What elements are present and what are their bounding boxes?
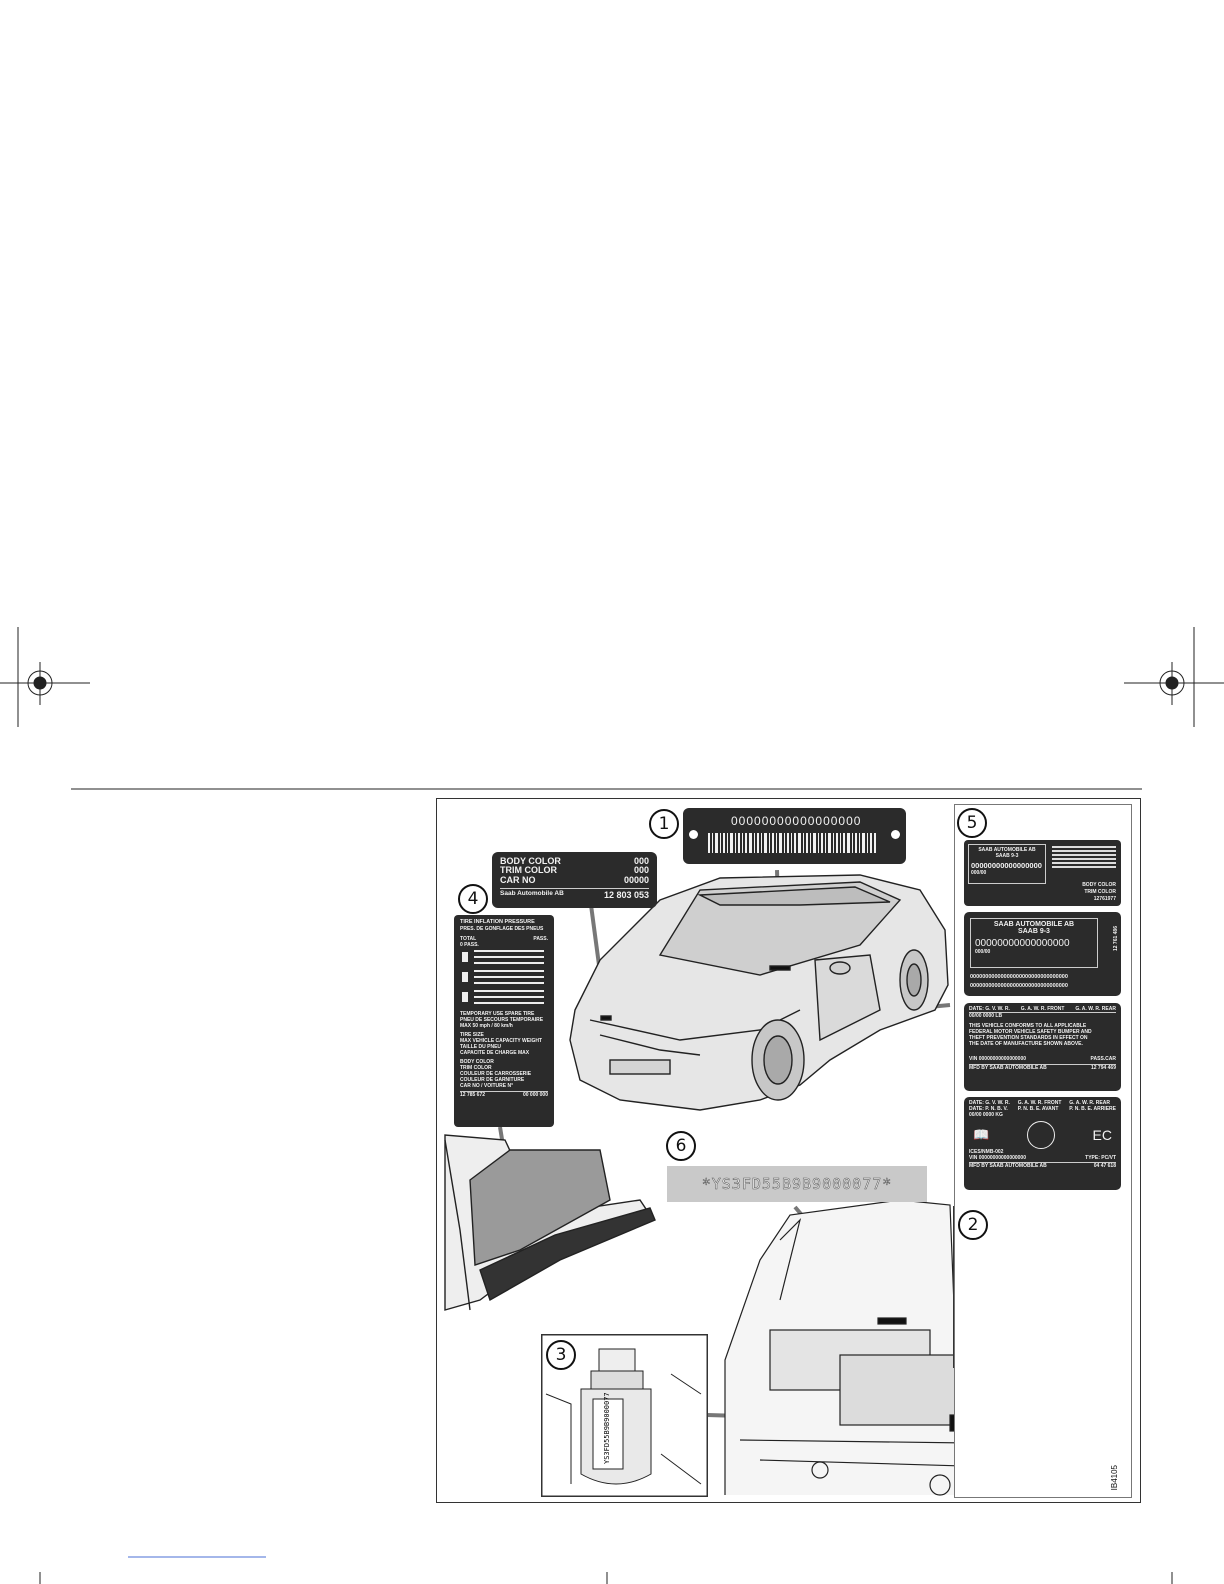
rivet-left-icon xyxy=(689,830,698,839)
label-5a xyxy=(964,840,1121,906)
tire-table-graphic xyxy=(460,948,548,1006)
tire-label-max-speed: MAX 50 mph / 80 km/h xyxy=(460,1022,513,1029)
tire-label-pass-count: 0 PASS. xyxy=(460,941,479,948)
label-5d-code: 04 47 618 xyxy=(1093,1163,1116,1169)
label-5a-title1: SAAB AUTOMOBILE AB xyxy=(978,847,1036,853)
tire-label-trim-color: TRIM COLOR xyxy=(460,1064,492,1071)
label-5c-date: DATE: G. V. W. R. xyxy=(969,1006,1010,1012)
color-plate-part-no: 12 803 053 xyxy=(603,890,649,901)
tire-label-subtitle: PRES. DE GONFLAGE DES PNEUS xyxy=(460,925,544,932)
tire-label-temp-spare: TEMPORARY USE SPARE TIRE xyxy=(460,1010,535,1017)
label-5d-front: G. A. W. R. FRONT xyxy=(1017,1100,1062,1106)
book-icon: 📖 xyxy=(973,1127,990,1142)
label-5d-type: TYPE: PC/VT xyxy=(1085,1155,1116,1161)
label-5d-mfd: MFD BY SAAB AUTOMOBILE AB xyxy=(969,1163,1047,1169)
label-5c-front: G. A. W. R. FRONT xyxy=(1020,1006,1065,1012)
vin-strip xyxy=(667,1166,927,1202)
label-5c-type: PASS.CAR xyxy=(1090,1056,1116,1062)
vin-strip-text: *YS3FD55B9B9000077* xyxy=(701,1175,893,1193)
car-no-label: CAR NO xyxy=(500,874,536,885)
tire-label-tire-size: TIRE SIZE xyxy=(460,1031,484,1038)
label-5c-rear: G. A. W. R. REAR xyxy=(1075,1006,1116,1012)
tire-inflation-label xyxy=(454,915,554,1127)
label-5c-conform2: FEDERAL MOTOR VEHICLE SAFETY BUMPER AND xyxy=(969,1029,1092,1035)
label-5d-eco: EC xyxy=(1092,1127,1112,1143)
label-5c xyxy=(964,1003,1121,1091)
label-5a-number: 00000000000000000 xyxy=(971,861,1042,870)
label-5a-sub: 000/00 xyxy=(971,870,987,876)
label-5b-sub: 000/00 xyxy=(975,949,991,955)
label-5a-trim: TRIM COLOR xyxy=(1084,889,1116,895)
label-5c-vals: 00/00 0000 LB xyxy=(969,1013,1003,1019)
callout-5: 5 xyxy=(957,808,987,838)
callout-3: 3 xyxy=(546,1340,576,1370)
label-5a-title2: SAAB 9-3 xyxy=(995,853,1019,859)
body-color-value: 000 xyxy=(633,856,649,866)
label-5a-body: BODY COLOR xyxy=(1082,882,1116,888)
tire-label-body-color: BODY COLOR xyxy=(460,1058,494,1065)
label-5d-front-fr: P. N. B. E. AVANT xyxy=(1017,1106,1059,1112)
label-5c-mfd: MFD BY SAAB AUTOMOBILE AB xyxy=(969,1065,1047,1071)
glovebox-drawing xyxy=(445,1135,655,1310)
tire-label-capacite: CAPACITE DE CHARGE MAX xyxy=(460,1049,530,1056)
label-group-5-inner xyxy=(954,804,1132,1498)
car-no-value: 00000 xyxy=(623,874,649,885)
trim-color-label: TRIM COLOR xyxy=(500,865,557,876)
trim-color-value: 000 xyxy=(633,865,649,876)
color-plate-maker: Saab Automobile AB xyxy=(500,890,564,898)
rivet-right-icon xyxy=(891,830,900,839)
label-5b-number: 00000000000000000 xyxy=(975,938,1070,949)
label-5b-line1: 00000000000000000000000000000000 xyxy=(970,974,1068,980)
seal-icon xyxy=(1027,1121,1055,1149)
label-5b-line2: 00000000000000000000000000000000 xyxy=(970,983,1068,989)
label-5d-ices: ICES/NMB-002 xyxy=(969,1149,1004,1155)
callout-2: 2 xyxy=(958,1210,988,1240)
label-5d-vin: VIN 00000000000000000 xyxy=(969,1155,1026,1161)
label-5d-vals: 00/00 0000 KG xyxy=(969,1112,1003,1118)
label-5d-date-fr: DATE: P. N. B. V. xyxy=(969,1106,1008,1112)
label-5c-conform4: THE DATE OF MANUFACTURE SHOWN ABOVE. xyxy=(969,1041,1083,1047)
label-5c-conform3: THEFT PREVENTION STANDARDS IN EFFECT ON xyxy=(969,1035,1088,1041)
tire-label-total: TOTAL xyxy=(460,935,477,942)
tire-label-max-capacity: MAX VEHICLE CAPACITY WEIGHT xyxy=(460,1037,543,1044)
tire-label-couleur-carrosserie: COULEUR DE CARROSSERIE xyxy=(460,1070,532,1077)
car-drawing xyxy=(570,875,948,1110)
label-5c-code: 12 794 469 xyxy=(1090,1065,1116,1071)
tire-label-pass: PASS. xyxy=(533,935,548,942)
label-5d-rear: G. A. W. R. REAR xyxy=(1069,1100,1110,1106)
label-5c-vin: VIN xyxy=(969,1056,978,1062)
callout-4: 4 xyxy=(458,884,488,914)
label-5b-side: 12 761 486 xyxy=(1113,926,1119,952)
label-5b-title2: SAAB 9-3 xyxy=(1018,928,1050,935)
svg-text:YS3FD55B9B9000077: YS3FD55B9B9000077 xyxy=(603,1392,611,1464)
color-plate xyxy=(492,852,657,908)
body-color-label: BODY COLOR xyxy=(500,856,561,866)
label-5d xyxy=(964,1097,1121,1190)
vin-plate-number: 00000000000000000 xyxy=(731,814,862,828)
label-5b xyxy=(964,912,1121,996)
tire-label-couleur-garniture: COULEUR DE GARNITURE xyxy=(460,1076,525,1083)
label-5c-vin-value: 00000000000000000 xyxy=(978,1056,1027,1062)
figure-code: IB4105 xyxy=(1110,1465,1119,1491)
label-5a-code: 12761977 xyxy=(1093,896,1116,902)
callout-6: 6 xyxy=(666,1131,696,1161)
callout-1: 1 xyxy=(649,809,679,839)
tire-label-title: TIRE INFLATION PRESSURE xyxy=(460,919,535,925)
tire-label-taille: TAILLE DU PNEU xyxy=(460,1043,502,1050)
label-5d-rear-fr: P. N. B. E. ARRIERE xyxy=(1069,1106,1116,1112)
barcode-icon xyxy=(708,833,878,853)
tire-label-footer-right: 00 000 000 xyxy=(522,1091,548,1098)
label-5d-date: DATE: G. V. W. R. xyxy=(969,1100,1010,1106)
tire-label-footer-left: 12 785 672 xyxy=(460,1091,486,1098)
vin-plate-1 xyxy=(683,808,906,864)
label-5c-conform1: THIS VEHICLE CONFORMS TO ALL APPLICABLE xyxy=(969,1023,1087,1029)
label-5b-title1: SAAB AUTOMOBILE AB xyxy=(993,921,1075,928)
tire-label-car-no: CAR NO / VOITURE N° xyxy=(460,1082,514,1089)
tire-label-temp-spare-fr: PNEU DE SECOURS TEMPORAIRE xyxy=(460,1016,544,1023)
label-5a-text-block xyxy=(1052,844,1116,870)
